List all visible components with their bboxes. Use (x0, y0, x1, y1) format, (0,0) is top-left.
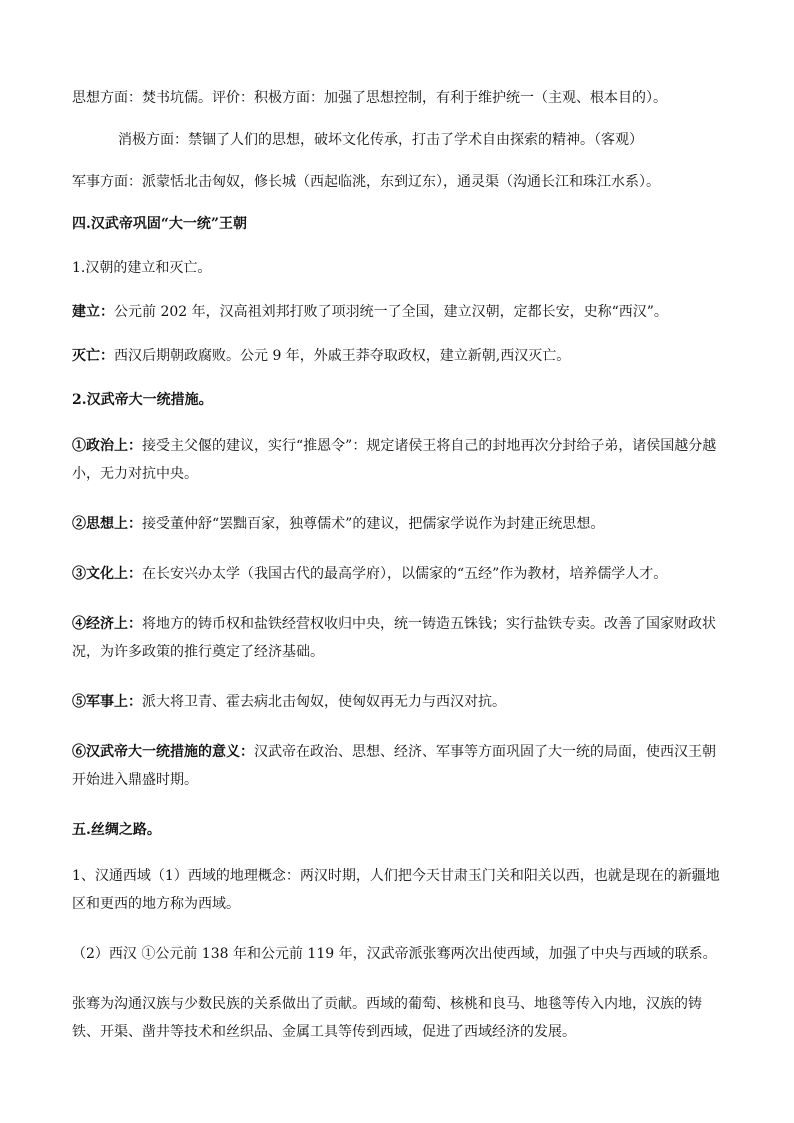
section-heading-4: 四.汉武帝巩固“大一统”王朝 (72, 216, 247, 232)
negative-aspect-line: 消极方面：禁锢了人们的思想，破坏文化传承，打击了学术自由探索的精神。（客观） (118, 132, 643, 148)
measure-politics-term: ①政治上： (72, 438, 142, 454)
measure-culture (72, 560, 722, 588)
establish-paragraph (72, 302, 722, 322)
military-aspect-line: 军事方面：派蒙恬北击匈奴，修长城（西起临洮，东到辽东），通灵渠（沟通长江和珠江水系）。 (72, 174, 660, 190)
measure-politics-text: 接受主父偃的建议，实行“推恩令”：规定诸侯王将自己的封地再次分封给子弟，诸侯国越分越小，无力对抗中央。 (72, 438, 717, 482)
measure-military (72, 688, 722, 716)
measure-economy-text: 将地方的铸币权和盐铁经营权收归中央，统一铸造五铢钱；实行盐铁专卖。改善了国家财政状况，为许多政策的推行奠定了经济基础。 (72, 616, 716, 660)
measure-politics (72, 432, 722, 488)
measure-significance (72, 738, 722, 794)
fall-text: 西汉后期朝政腐败。公元 9 年，外戚王莽夺取政权，建立新朝,西汉灭亡。 (114, 348, 571, 364)
measure-thought (72, 510, 722, 538)
measure-thought-text: 接受董仲舒“罢黜百家，独尊儒术”的建议，把儒家学说作为封建正统思想。 (142, 516, 605, 532)
subheading-unification-measures: 2.汉武帝大一统措施。 (72, 392, 213, 408)
thought-aspect-line: 思想方面：焚书坑儒。评价：积极方面：加强了思想控制，有利于维护统一（主观、根本目的）。 (72, 90, 667, 106)
measure-culture-text: 在长安兴办太学（我国古代的最高学府），以儒家的“五经”作为教材，培养儒学人才。 (142, 566, 668, 582)
zhang-qian-missions: （2）西汉 ①公元前 138 年和公元前 119 年，汉武帝派张骞两次出使西域，加强了中央与西域的联系。 (72, 946, 717, 962)
fall-term: 灭亡： (72, 348, 114, 364)
zhang-qian-contribution: 张骞为沟通汉族与少数民族的关系做出了贡献。西域的葡萄、核桃和良马、地毯等传入内地，汉族的铸铁、开渠、凿井等技术和丝织品、金属工具等传到西域，促进了西域经济的发展。 (72, 996, 702, 1040)
fall-paragraph (72, 346, 722, 366)
measure-significance-term: ⑥汉武帝大一统措施的意义： (72, 744, 254, 760)
measure-military-term: ⑤军事上： (72, 694, 142, 710)
western-regions-definition: 1、汉通西域（1）西域的地理概念：两汉时期，人们把今天甘肃玉门关和阳关以西，也就是现在的新疆地区和更西的地方称为西域。 (72, 868, 720, 912)
measure-culture-term: ③文化上： (72, 566, 142, 582)
measure-military-text: 派大将卫青、霍去病北击匈奴，使匈奴再无力与西汉对抗。 (142, 694, 506, 710)
measure-economy-term: ④经济上： (72, 616, 142, 632)
establish-term: 建立： (72, 304, 114, 320)
measure-economy (72, 610, 722, 666)
establish-text: 公元前 202 年，汉高祖刘邦打败了项羽统一了全国，建立汉朝，定都长安，史称“西汉”。 (114, 304, 668, 320)
measure-significance-text: 汉武帝在政治、思想、经济、军事等方面巩固了大一统的局面，使西汉王朝开始进入鼎盛时期。 (72, 744, 716, 788)
section-heading-5: 五.丝绸之路。 (72, 822, 161, 838)
subheading-han-rise-fall: 1.汉朝的建立和灭亡。 (72, 260, 212, 276)
measure-thought-term: ②思想上： (72, 516, 142, 532)
